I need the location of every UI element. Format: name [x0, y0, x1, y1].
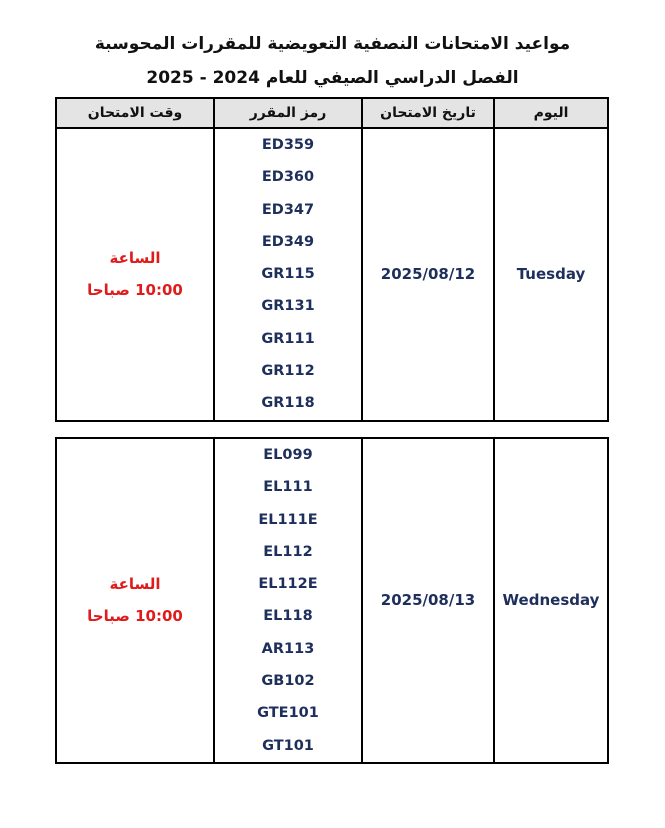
- codes-cell: [214, 438, 362, 763]
- course-code: GR115: [261, 266, 315, 283]
- course-code: EL112E: [258, 576, 318, 593]
- header-row: [56, 98, 608, 128]
- course-code: GR111: [261, 330, 315, 347]
- course-code: GT101: [262, 737, 314, 754]
- header-day: اليوم: [494, 98, 608, 128]
- date-cell: 2025/08/13: [362, 438, 494, 763]
- course-code: GR131: [261, 298, 315, 315]
- course-code: GR112: [261, 363, 315, 380]
- table-row: [56, 128, 608, 421]
- course-code: ED359: [261, 137, 315, 153]
- time-cell: [56, 438, 214, 763]
- exam-table-header-group: [55, 97, 609, 422]
- codes-cell: [214, 128, 362, 421]
- course-code: AR113: [261, 640, 315, 657]
- date-cell: 2025/08/12: [362, 128, 494, 421]
- day-cell: Tuesday: [494, 128, 608, 421]
- table-row: [56, 438, 608, 763]
- course-code: EL112: [263, 543, 313, 560]
- course-code: EL111E: [258, 511, 318, 528]
- course-code: ED360: [261, 169, 315, 186]
- course-code: GTE101: [257, 705, 319, 722]
- header-date: تاريخ الامتحان: [362, 98, 494, 128]
- header-time: وقت الامتحان: [56, 98, 214, 128]
- course-code: EL099: [263, 447, 313, 463]
- title-line-2: الفصل الدراسي الصيفي للعام 2024 - 2025: [146, 68, 519, 88]
- exam-table-second-group: [55, 437, 609, 764]
- course-code: ED349: [261, 233, 315, 250]
- day-cell: Wednesday: [494, 438, 608, 763]
- course-code: EL111: [263, 479, 313, 496]
- course-code: EL118: [263, 608, 313, 625]
- header-code: رمز المقرر: [214, 98, 362, 128]
- course-code: GR118: [261, 395, 315, 412]
- course-code: GB102: [261, 673, 315, 690]
- title-line-1: مواعيد الامتحانات النصفية التعويضية للمقررات المحوسبة: [94, 34, 571, 54]
- time-cell: [56, 128, 214, 421]
- time-label: الساعة: [109, 575, 161, 594]
- time-label: الساعة: [109, 249, 161, 268]
- time-value: 10:00 صباحا: [87, 281, 183, 300]
- course-code: ED347: [261, 201, 315, 218]
- time-value: 10:00 صباحا: [87, 607, 183, 626]
